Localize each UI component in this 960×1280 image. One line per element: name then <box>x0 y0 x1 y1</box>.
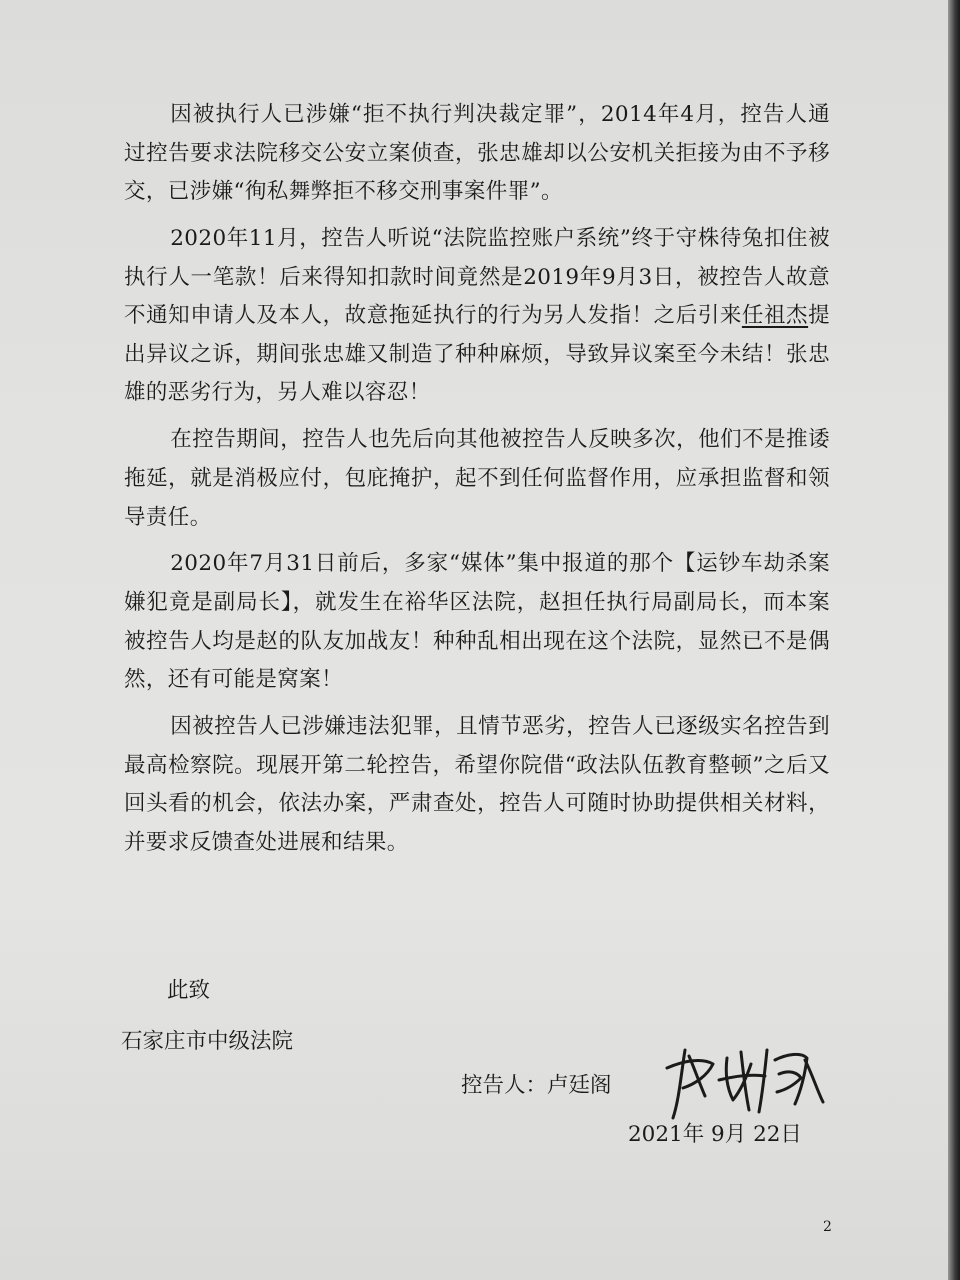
letter-date: 2021年 9月 22日 <box>628 1122 802 1147</box>
paragraph-2 <box>124 220 830 413</box>
letter-body <box>124 96 830 871</box>
page-number: 2 <box>823 1219 832 1235</box>
underlined-name: 任祖杰 <box>741 303 809 329</box>
paragraph-1 <box>124 96 830 212</box>
page-edge-shadow <box>948 0 960 1280</box>
paragraph-2-text-b: 提出异议之诉，期间张忠雄又制造了种种麻烦，导致异议案至今未结！张忠雄的恶劣行为，另人难以容忍！ <box>124 303 830 406</box>
signer-label: 控告人：卢廷阁 <box>461 1073 612 1098</box>
paragraph-3 <box>124 421 830 537</box>
paragraph-1-text: 因被执行人已涉嫌“拒不执行判决裁定罪”，2014年4月，控告人通过控告要求法院移交公安立案侦查，张忠雄却以公安机关拒接为由不予移交，已涉嫌“徇私舞弊拒不移交刑事案件罪”。 <box>124 102 830 205</box>
paragraph-2-text-a: 2020年11月，控告人听说“法院监控账户系统”终于守株待兔扣住被执行人一笔款！后来得知扣款时间竟然是2019年9月3日，被控告人故意不通知申请人及本人，故意拖延执行的行为另人发指！之后引来 <box>124 226 830 329</box>
paragraph-3-text: 在控告期间，控告人也先后向其他被控告人反映多次，他们不是推诿拖延，就是消极应付，包庇掩护，起不到任何监督作用，应承担监督和领导责任。 <box>124 427 830 530</box>
paragraph-4-text: 2020年7月31日前后，多家“媒体”集中报道的那个【运钞车劫杀案嫌犯竟是副局长】，就发生在裕华区法院，赵担任执行局副局长，而本案被控告人均是赵的队友加战友！种种乱相出现在这个法院，显然已不是偶然，还有可能是窝案！ <box>124 551 830 693</box>
paragraph-5 <box>124 708 830 862</box>
handwritten-signature <box>655 1030 835 1120</box>
paragraph-4 <box>124 545 830 699</box>
paragraph-5-text: 因被控告人已涉嫌违法犯罪，且情节恶劣，控告人已逐级实名控告到最高检察院。现展开第二轮控告，希望你院借“政法队伍教育整顿”之后又回头看的机会，依法办案，严肃查处，控告人可随时协助提供相关材料，并要求反馈查处进展和结果。 <box>124 714 830 855</box>
recipient: 石家庄市中级法院 <box>121 1029 294 1054</box>
salutation: 此致 <box>167 978 211 1003</box>
